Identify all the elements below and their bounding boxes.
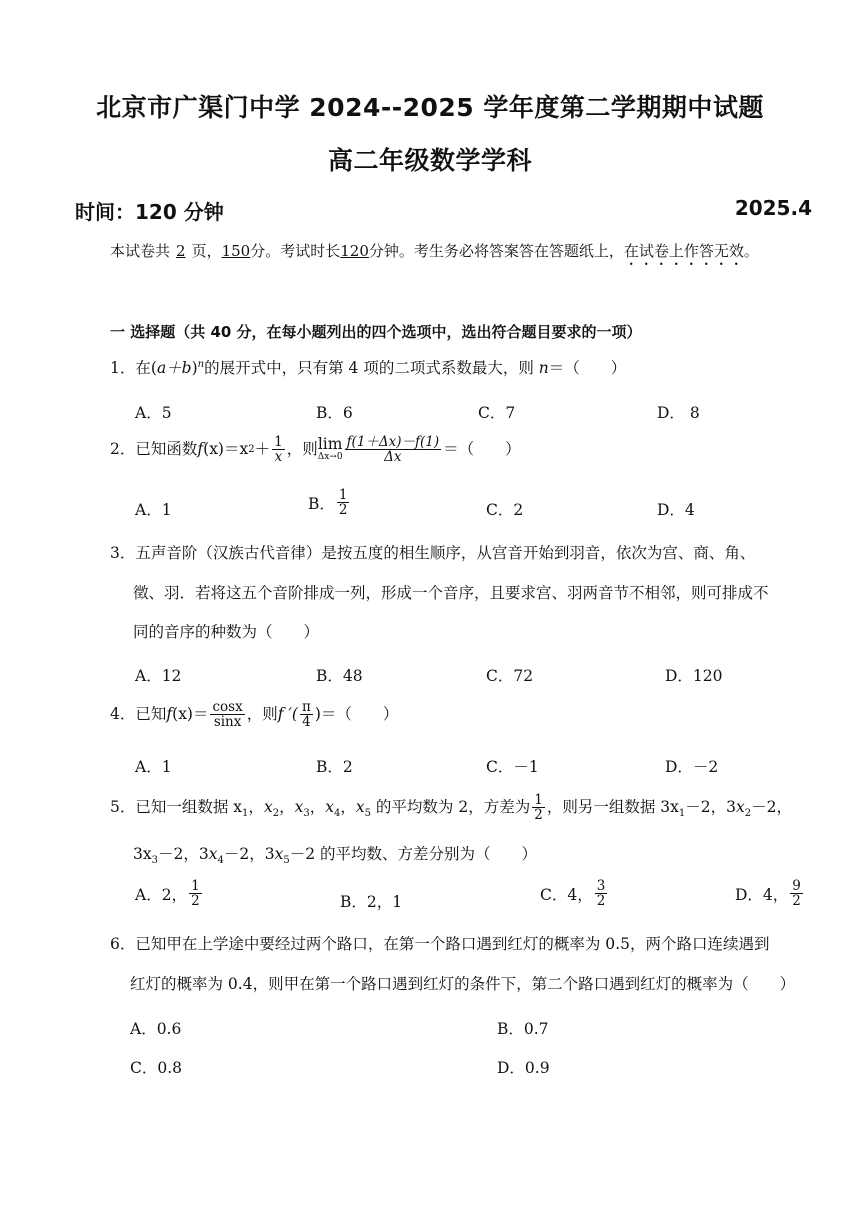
q-number: 2． [110, 439, 136, 458]
q-text: 已知 [135, 704, 167, 723]
q6-option-a: A．0.6 [130, 1020, 182, 1038]
q-math: (x)＝ [172, 704, 209, 723]
q3-line-3: 同的音序的种数为（ ） [133, 623, 320, 641]
q-text: )＝（ ） [314, 704, 399, 723]
question-1 [110, 358, 627, 377]
instr-text: 分。考试时长 [250, 242, 341, 260]
q5-option-a [135, 879, 204, 908]
exam-subtitle: 高二年级数学学科 [327, 146, 532, 175]
q-math: f [197, 439, 204, 458]
fraction [532, 793, 545, 822]
exam-title: 北京市广渠门中学 2024--2025 学年度第二学期期中试题 [96, 93, 764, 122]
fraction [210, 700, 244, 729]
frac-den: 4 [302, 714, 311, 731]
q-text: 五声音阶（汉族古代音律）是按五度的相生顺序，从宫音开始到羽音，依次为宫、商、角、 [135, 544, 756, 562]
lim-word: lim [317, 435, 343, 454]
q1-option-d: D． 8 [657, 404, 700, 422]
exam-date: 2025.4 [734, 196, 812, 220]
q5-option-c [540, 879, 609, 908]
instr-text: 分钟。考生务必将答案答在答题纸上， [368, 242, 624, 260]
q-text: ＝（ ） [548, 359, 627, 377]
option-label: B． [308, 494, 335, 513]
q2-option-d: D．4 [657, 501, 695, 519]
frac-num: f(1＋Δx)－f(1) [346, 434, 440, 450]
frac-den: Δx [384, 449, 402, 466]
frac-num: 9 [792, 878, 801, 894]
frac-num: 1 [274, 434, 283, 450]
q-math: f [166, 704, 173, 723]
instr-text: 。 [743, 242, 759, 260]
fraction [790, 879, 803, 908]
q-number: 3． [110, 544, 136, 562]
q5-option-b: B．2，1 [340, 893, 403, 911]
time-label: 时间：120 分钟 [75, 200, 224, 224]
frac-num: 3 [596, 878, 606, 894]
q3-option-a: A．12 [135, 667, 182, 685]
question-5 [110, 793, 792, 822]
frac-num: π [301, 699, 311, 715]
lim-sub: Δx→0 [317, 451, 343, 462]
q-text: 在( [135, 359, 157, 377]
fraction [337, 488, 350, 517]
q6-option-b: B．0.7 [497, 1020, 549, 1038]
q1-option-c: C．7 [478, 404, 516, 422]
q-math: n [538, 359, 549, 377]
frac-num: 1 [534, 792, 543, 808]
q-text: 3x [133, 845, 152, 863]
instr-pages: 2 [176, 242, 186, 260]
q3-line-2: 徵、羽．若将这五个音阶排成一列，形成一个音序，且要求宫、羽两音节不相邻，则可排成不 [133, 584, 769, 602]
q6-line-2: 红灯的概率为 0.4，则甲在第一个路口遇到红灯的条件下，第二个路口遇到红灯的概率为（ ） [130, 975, 796, 993]
q-math: a＋b [156, 359, 192, 377]
q-number: 6． [110, 935, 136, 953]
option-label: D．4， [735, 885, 789, 904]
fraction [272, 435, 285, 464]
question-2: 2． 已知函数 f (x)＝x 2 ＋ $\frac{1}{x}$ ，则 lim Δx→0 $\frac{f(1+\Delta x)-f(1)}{\Delta x}$ ＝（ ） [110, 434, 521, 466]
question-3 [110, 546, 755, 562]
frac-den: x [274, 449, 283, 466]
q-math: f ′( [277, 704, 298, 723]
limit [318, 437, 343, 462]
section-heading: 一 选择题（共 40 分，在每小题列出的四个选项中，选出符合题目要求的一项） [110, 323, 642, 341]
q3-option-c: C．72 [486, 667, 534, 685]
q-text: ) [191, 359, 198, 377]
frac-num: cosx [212, 699, 243, 715]
q-text: ，则 [246, 704, 278, 723]
instr-duration: 120 [340, 242, 369, 260]
q1-option-b: B．6 [316, 404, 353, 422]
fraction [189, 879, 202, 908]
instr-score: 150 [221, 242, 251, 260]
q6-option-d: D．0.9 [497, 1059, 550, 1077]
fraction [345, 435, 442, 464]
option-label: A．2， [135, 885, 188, 904]
q-number: 5． [110, 797, 136, 816]
q2-option-a: A．1 [135, 501, 172, 519]
q-text: ，则另一组数据 $3x_1-2$，$3x_2-2$， [546, 797, 792, 820]
instr-text: 本试卷共 [110, 242, 171, 260]
q-math: (x)＝x [203, 439, 249, 458]
q-math: n [197, 358, 205, 370]
q2-option-b [308, 488, 351, 517]
q-text: ＋ [254, 439, 271, 458]
instr-warning: 在试卷上作答无效 [623, 242, 744, 260]
q-text: 已知一组数据 $x_1$，$x_2$，$x_3$，$x_4$，$x_5$ 的平均数为 2，方差为 [135, 797, 531, 820]
frac-den: 2 [534, 807, 543, 824]
question-6 [110, 937, 769, 953]
q4-option-b: B．2 [316, 758, 353, 776]
question-4 [110, 700, 398, 729]
fraction [595, 879, 608, 908]
q-number: 4． [110, 704, 136, 723]
q4-option-c: C．－1 [486, 758, 539, 776]
instructions [110, 242, 759, 269]
q2-option-c: C．2 [486, 501, 524, 519]
q4-option-a: A．1 [135, 758, 172, 776]
q-text: 已知一组数据 x [135, 797, 243, 816]
q-text: 已知函数 [135, 439, 198, 458]
q-text: ，则另一组数据 3x [546, 797, 679, 816]
instr-text: 页， [191, 242, 222, 260]
q-text: 的平均数、方差分别为（ ） [320, 845, 538, 863]
frac-den: 2 [596, 893, 606, 910]
fraction [300, 700, 313, 729]
q3-option-d: D．120 [665, 667, 723, 685]
q3-option-b: B．48 [316, 667, 363, 685]
option-label: C．4， [540, 885, 593, 904]
q-text: ＝（ ） [443, 439, 521, 458]
q6-option-c: C．0.8 [130, 1059, 183, 1077]
q-text: 的平均数为 2，方差为 [375, 797, 531, 816]
q5-line-2: $3x_3-2$，$3x_4-2$，$3x_5-2$ 的平均数、方差分别为（ ） [133, 845, 538, 867]
q1-option-a: A．5 [135, 404, 172, 422]
q-text: 的展开式中，只有第 4 项的二项式系数最大，则 [204, 359, 539, 377]
frac-den: 2 [792, 893, 801, 910]
q4-option-d: D．－2 [665, 758, 719, 776]
frac-den: 2 [191, 893, 200, 910]
frac-den: sinx [213, 714, 242, 731]
q-number: 1． [110, 359, 136, 377]
frac-num: 1 [191, 878, 200, 894]
frac-den: 2 [338, 502, 348, 519]
q-text: ，则 [286, 439, 318, 458]
frac-num: 1 [338, 487, 348, 503]
q-text: 已知甲在上学途中要经过两个路口，在第一个路口遇到红灯的概率为 0.5，两个路口连续遇到 [135, 935, 770, 953]
q5-option-d [735, 879, 805, 908]
